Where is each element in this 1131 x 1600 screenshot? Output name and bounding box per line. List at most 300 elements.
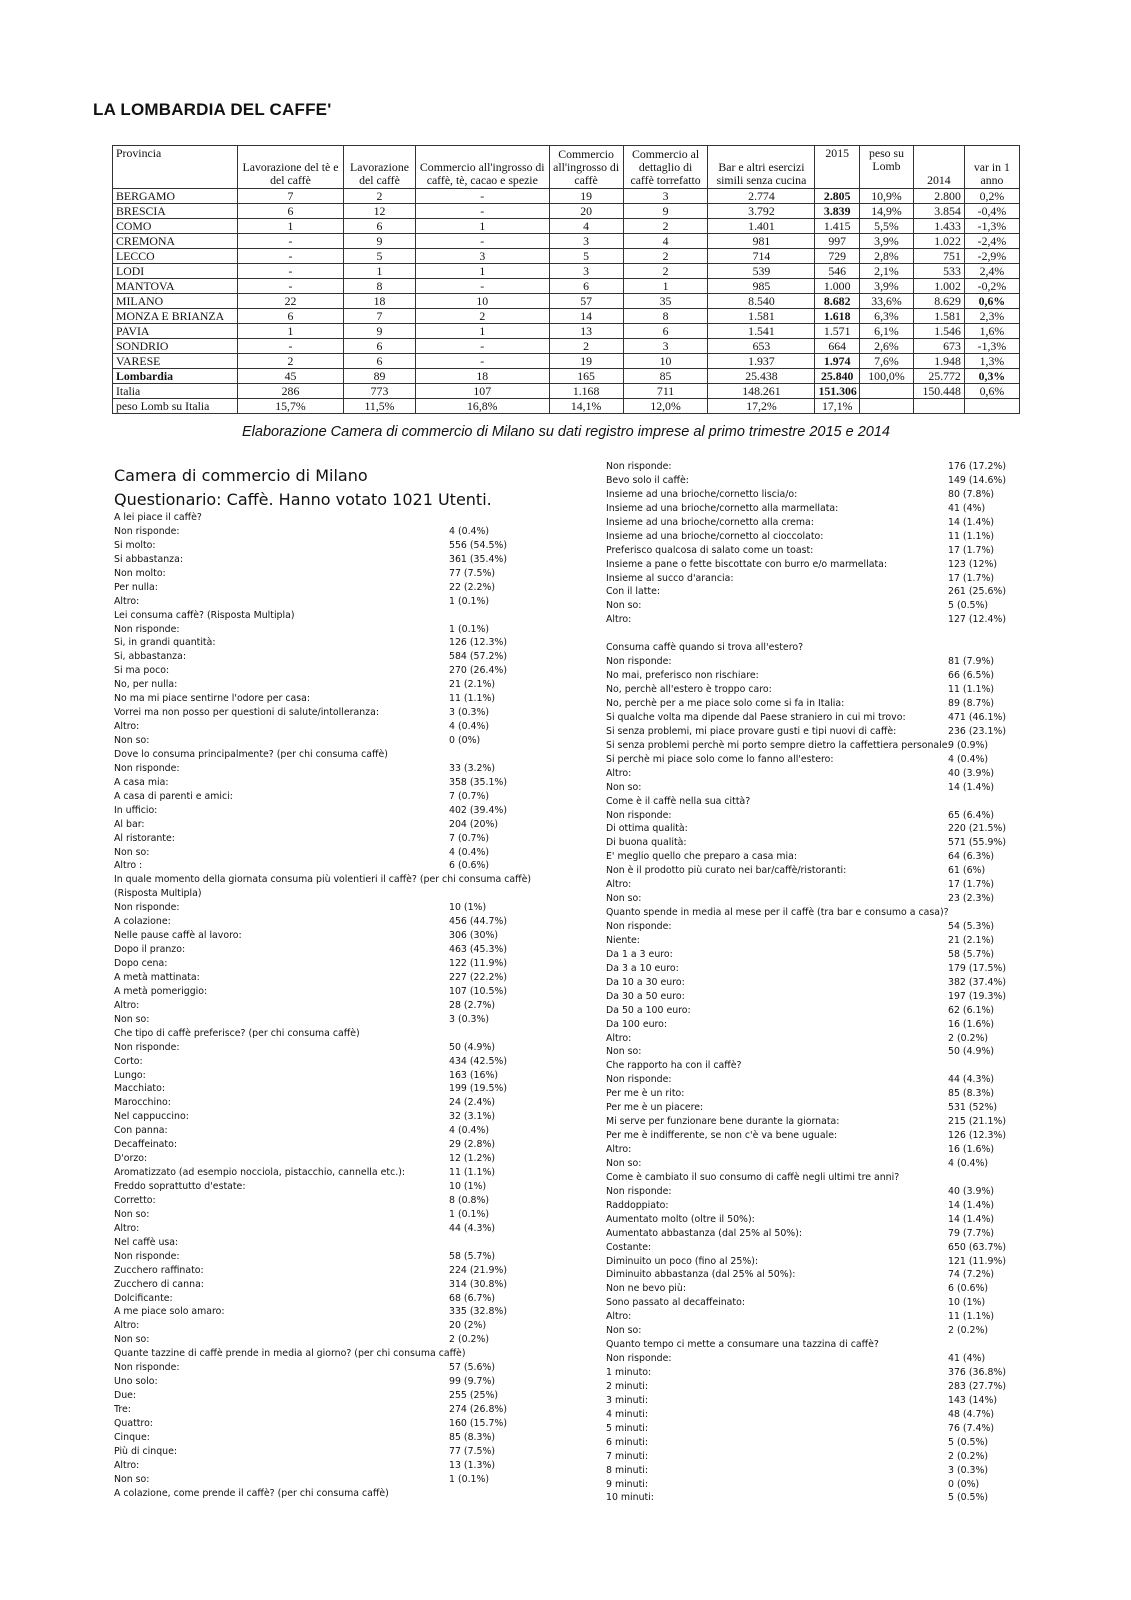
question-text: (Risposta Multipla) (114, 888, 202, 900)
answer-label: Da 1 a 3 euro: (606, 948, 673, 960)
question-text: Lei consuma caffè? (Risposta Multipla) (114, 609, 295, 621)
answer-label: 8 minuti: (606, 1464, 649, 1476)
answer-value: 11 (1.1%) (948, 530, 995, 542)
answer-label: Zucchero di canna: (114, 1278, 204, 1290)
table-row (113, 189, 1020, 204)
answer-value: 77 (7.5%) (449, 567, 496, 579)
answer-value: 4 (0.4%) (449, 846, 490, 858)
answer-label: Non so: (606, 781, 642, 793)
answer-label: Nelle pause caffè al lavoro: (114, 930, 242, 942)
answer-label: 7 minuti: (606, 1450, 649, 1462)
survey-answer (114, 804, 534, 818)
answer-label: 9 minuti: (606, 1478, 649, 1490)
table-cell: 533 (913, 264, 964, 279)
province-cell: CREMONA (113, 234, 238, 249)
survey-question (114, 748, 534, 762)
survey-answer (606, 1255, 1026, 1269)
survey-answer (114, 623, 534, 637)
answer-label: Insieme a pane o fette biscottate con burro e/o marmellata: (606, 558, 888, 570)
table-cell: - (238, 279, 344, 294)
answer-label: Altro: (114, 1459, 140, 1471)
table-row (113, 234, 1020, 249)
answer-label: Macchiato: (114, 1083, 166, 1095)
table-cell: 4 (623, 234, 708, 249)
answer-label: 4 minuti: (606, 1408, 649, 1420)
table-cell: 8 (623, 309, 708, 324)
answer-value: 89 (8.7%) (948, 698, 995, 709)
page-title: LA LOMBARDIA DEL CAFFE' (93, 100, 332, 119)
answer-value: 80 (7.8%) (948, 488, 995, 500)
survey-answer (114, 1069, 534, 1083)
answer-value: 65 (6.4%) (948, 809, 995, 821)
survey-answer (114, 832, 534, 846)
answer-value: 283 (27.7%) (948, 1380, 1006, 1392)
survey-answer (114, 971, 534, 985)
survey-answer (606, 1073, 1026, 1087)
table-cell: - (416, 204, 550, 219)
answer-label: Nel cappuccino: (114, 1111, 189, 1123)
table-cell: 9 (623, 204, 708, 219)
answer-label: Altro: (114, 1222, 140, 1234)
answer-value: 40 (3.9%) (948, 1185, 995, 1197)
table-cell: 539 (708, 264, 815, 279)
table-cell: 9 (343, 234, 415, 249)
table-cell: 1.168 (549, 384, 623, 399)
answer-value: 12 (1.2%) (449, 1153, 496, 1165)
answer-label: A casa di parenti e amici: (114, 790, 233, 802)
table-cell: 165 (549, 369, 623, 384)
answer-value: 204 (20%) (449, 818, 499, 830)
answer-label: Vorrei ma non posso per questioni di salute/intolleranza: (114, 707, 379, 719)
table-row (113, 309, 1020, 324)
survey-answer (114, 859, 534, 873)
answer-label: A metà pomeriggio: (114, 985, 208, 997)
answer-value: 0 (0%) (449, 735, 481, 746)
table-cell (964, 399, 1019, 414)
table-cell: 25.438 (708, 369, 815, 384)
answer-value: 126 (12.3%) (449, 637, 507, 649)
answer-label: Non so: (606, 1325, 642, 1337)
header-var: var in 1 anno (964, 146, 1019, 189)
table-cell: 3.792 (708, 204, 815, 219)
table-cell: 14,9% (859, 204, 913, 219)
answer-value: 261 (25.6%) (948, 586, 1006, 598)
table-cell: 3,9% (859, 279, 913, 294)
table-row (113, 264, 1020, 279)
survey-answer (114, 1124, 534, 1138)
table-cell: - (238, 339, 344, 354)
survey-answer (114, 1180, 534, 1194)
answer-label: Mi serve per funzionare bene durante la giornata: (606, 1116, 840, 1128)
answer-value: 220 (21.5%) (948, 823, 1006, 835)
survey-answer (606, 1018, 1026, 1032)
answer-label: Dolcificante: (114, 1292, 173, 1304)
answer-value: 22 (2.2%) (449, 581, 496, 593)
answer-value: 215 (21.1%) (948, 1116, 1006, 1128)
table-cell: 5 (549, 249, 623, 264)
answer-value: 2 (0.2%) (449, 1334, 490, 1346)
answer-label: Insieme ad una brioche/cornetto al cioccolato: (606, 530, 824, 542)
survey-answer (114, 1208, 534, 1222)
survey-answer (606, 1199, 1026, 1213)
survey-answer (114, 636, 534, 650)
answer-label: Insieme ad una brioche/cornetto liscia/o: (606, 488, 798, 500)
answer-label: Non risponde: (114, 1362, 180, 1374)
survey-answer (606, 516, 1026, 530)
answer-label: Per me è indifferente, se non c'è va bene uguale: (606, 1130, 838, 1142)
answer-value: 81 (7.9%) (948, 656, 995, 668)
table-cell: 1,6% (964, 324, 1019, 339)
table-cell: 148.261 (708, 384, 815, 399)
table-cell: 653 (708, 339, 815, 354)
table-cell: 7 (343, 309, 415, 324)
table-cell: 1.618 (815, 309, 860, 324)
answer-label: Da 100 euro: (606, 1018, 668, 1030)
survey-answer (606, 599, 1026, 613)
answer-value: 306 (30%) (449, 930, 499, 942)
table-cell: 981 (708, 234, 815, 249)
table-cell: 7 (238, 189, 344, 204)
table-header-row (113, 146, 1020, 189)
table-cell: 8.629 (913, 294, 964, 309)
table-cell: 1.000 (815, 279, 860, 294)
answer-label: No mai, preferisco non rischiare: (606, 670, 759, 682)
answer-label: Si, in grandi quantità: (114, 637, 216, 649)
survey-answer (606, 1352, 1026, 1366)
table-cell: 15,7% (238, 399, 344, 414)
table-cell: 1.581 (708, 309, 815, 324)
answer-label: Sono passato al decaffeinato: (606, 1297, 745, 1309)
survey-answer (606, 1394, 1026, 1408)
answer-value: 4 (0.4%) (948, 1157, 989, 1169)
answer-label: Al bar: (114, 818, 145, 830)
survey-answer (606, 892, 1026, 906)
table-cell: 6 (238, 204, 344, 219)
table-cell: 1.948 (913, 354, 964, 369)
survey-answer (114, 1152, 534, 1166)
answer-label: Con il latte: (606, 586, 661, 598)
answer-label: Per me è un piacere: (606, 1102, 704, 1114)
answer-value: 3 (0.3%) (449, 707, 490, 719)
survey-answer (606, 1004, 1026, 1018)
answer-value: 50 (4.9%) (449, 1041, 496, 1053)
survey-answer (114, 915, 534, 929)
answer-value: 163 (16%) (449, 1069, 499, 1081)
survey-answer (606, 1408, 1026, 1422)
answer-value: 4 (0.4%) (948, 753, 989, 765)
answer-value: 143 (14%) (948, 1394, 998, 1406)
table-cell: 100,0% (859, 369, 913, 384)
answer-label: Insieme ad una brioche/cornetto alla crema: (606, 516, 814, 528)
table-cell: 18 (416, 369, 550, 384)
answer-value: 14 (1.4%) (948, 1199, 995, 1211)
answer-value: 21 (2.1%) (948, 934, 995, 946)
survey-answer (114, 818, 534, 832)
survey-answer (114, 1013, 534, 1027)
answer-label: Non è il prodotto più curato nei bar/caffè/ristoranti: (606, 865, 847, 877)
answer-label: Non risponde: (114, 623, 180, 635)
answer-value: 50 (4.9%) (948, 1046, 995, 1058)
answer-label: Aumentato abbastanza (dal 25% al 50%): (606, 1227, 803, 1239)
survey-answer (606, 1129, 1026, 1143)
answer-label: Non risponde: (606, 656, 672, 668)
answer-value: 79 (7.7%) (948, 1227, 995, 1239)
answer-label: Costante: (606, 1241, 652, 1253)
survey-answer (114, 1333, 534, 1347)
question-text: Quanto tempo ci mette a consumare una tazzina di caffè? (606, 1339, 879, 1351)
answer-label: Non molto: (114, 567, 166, 579)
table-cell: 2,3% (964, 309, 1019, 324)
answer-value: 29 (2.8%) (449, 1139, 496, 1151)
survey-answer (606, 1436, 1026, 1450)
answer-value: 4 (0.4%) (449, 721, 490, 733)
answer-label: No, perchè per a me piace solo come si fa in Italia: (606, 698, 845, 709)
answer-label: Non risponde: (606, 809, 672, 821)
table-cell: 2 (623, 219, 708, 234)
survey-answer (606, 613, 1026, 627)
answer-value: 2 (0.2%) (948, 1032, 989, 1044)
answer-label: Al ristorante: (114, 832, 175, 844)
survey-answer (606, 767, 1026, 781)
answer-value: 11 (1.1%) (948, 684, 995, 696)
answer-value: 361 (35.4%) (449, 553, 507, 565)
province-cell: VARESE (113, 354, 238, 369)
table-cell: 773 (343, 384, 415, 399)
table-cell: 1 (623, 279, 708, 294)
answer-label: Non so: (114, 1013, 150, 1025)
province-cell: peso Lomb su Italia (113, 399, 238, 414)
province-cell: Italia (113, 384, 238, 399)
answer-value: 44 (4.3%) (948, 1074, 995, 1086)
answer-label: Non so: (114, 735, 150, 746)
answer-value: 1 (0.1%) (449, 595, 490, 607)
answer-label: Non so: (606, 893, 642, 905)
answer-value: 4 (0.4%) (449, 1125, 490, 1137)
survey-answer (114, 1250, 534, 1264)
answer-value: 531 (52%) (948, 1102, 998, 1114)
survey-answer (114, 790, 534, 804)
survey-answer (606, 669, 1026, 683)
answer-value: 33 (3.2%) (449, 762, 496, 774)
answer-label: Più di cinque: (114, 1445, 178, 1457)
answer-label: Altro: (114, 999, 140, 1011)
province-cell: Lombardia (113, 369, 238, 384)
answer-label: Altro: (606, 879, 632, 891)
table-cell: 0,2% (964, 189, 1019, 204)
survey-question (606, 1171, 1026, 1185)
answer-label: Non risponde: (114, 762, 180, 774)
survey-answer (606, 655, 1026, 669)
answer-value: 61 (6%) (948, 865, 986, 877)
answer-value: 11 (1.1%) (449, 693, 496, 705)
table-cell: 2 (343, 189, 415, 204)
table-cell: 1.974 (815, 354, 860, 369)
table-cell: 1.541 (708, 324, 815, 339)
answer-label: Per me è un rito: (606, 1088, 685, 1100)
survey-answer (606, 850, 1026, 864)
survey-answer (606, 976, 1026, 990)
answer-label: Non risponde: (606, 1074, 672, 1086)
survey-answer (114, 734, 534, 748)
survey-answer (114, 664, 534, 678)
answer-value: 5 (0.5%) (948, 600, 989, 612)
answer-label: Si senza problemi perchè mi porto sempre dietro la caffettiera personale: (606, 739, 951, 751)
survey-answer (606, 1450, 1026, 1464)
survey-answer (606, 1032, 1026, 1046)
table-row (113, 279, 1020, 294)
survey-answer (606, 934, 1026, 948)
answer-label: Per nulla: (114, 581, 158, 593)
survey-answer (114, 678, 534, 692)
table-cell: 25.840 (815, 369, 860, 384)
table-cell: 10 (416, 294, 550, 309)
answer-label: Due: (114, 1390, 137, 1402)
answer-label: 1 minuto: (606, 1367, 652, 1378)
answer-value: 10 (1%) (449, 902, 487, 914)
answer-value: 1 (0.1%) (449, 1208, 490, 1220)
table-cell: 1 (343, 264, 415, 279)
survey-answer (606, 1491, 1026, 1505)
survey-answer (114, 985, 534, 999)
survey-answer (114, 1055, 534, 1069)
survey-answer (606, 1324, 1026, 1338)
answer-label: Marocchino: (114, 1097, 171, 1109)
answer-value: 17 (1.7%) (948, 544, 995, 556)
table-cell: 9 (343, 324, 415, 339)
survey-answer (606, 1464, 1026, 1478)
answer-value: 85 (8.3%) (449, 1431, 496, 1443)
answer-value: 44 (4.3%) (449, 1222, 496, 1234)
survey-answer (114, 1166, 534, 1180)
table-row (113, 219, 1020, 234)
table-cell: 20 (549, 204, 623, 219)
answer-label: Non so: (114, 846, 150, 858)
table-cell: 0,6% (964, 384, 1019, 399)
survey-answer (114, 525, 534, 539)
survey-answer (114, 581, 534, 595)
survey-answer (606, 1101, 1026, 1115)
table-cell: 6 (623, 324, 708, 339)
table-cell: 6 (343, 339, 415, 354)
table-cell: 5 (343, 249, 415, 264)
answer-label: Si molto: (114, 539, 156, 551)
question-text: Che rapporto ha con il caffè? (606, 1060, 742, 1072)
answer-value: 11 (1.1%) (449, 1167, 496, 1179)
table-cell: 0,3% (964, 369, 1019, 384)
table-cell: 2,4% (964, 264, 1019, 279)
answer-value: 85 (8.3%) (948, 1088, 995, 1100)
table-cell: -2,4% (964, 234, 1019, 249)
survey-answer (606, 1143, 1026, 1157)
survey-answer (114, 776, 534, 790)
table-cell: 0,6% (964, 294, 1019, 309)
survey-answer (114, 1445, 534, 1459)
answer-label: Non so: (114, 1334, 150, 1346)
table-cell: 4 (549, 219, 623, 234)
answer-label: Zucchero raffinato: (114, 1264, 204, 1276)
table-cell (859, 399, 913, 414)
table-cell: 546 (815, 264, 860, 279)
table-cell: 1.581 (913, 309, 964, 324)
survey-column-left (114, 511, 534, 1501)
answer-label: Non risponde: (114, 902, 180, 914)
table-cell: - (416, 189, 550, 204)
answer-label: Non risponde: (114, 1041, 180, 1053)
table-cell: 1 (416, 219, 550, 234)
survey-answer (114, 1138, 534, 1152)
survey-answer (606, 836, 1026, 850)
table-cell: 997 (815, 234, 860, 249)
question-text: Quante tazzine di caffè prende in media al giorno? (per chi consuma caffè) (114, 1348, 466, 1360)
table-cell: -1,3% (964, 219, 1019, 234)
table-cell: 17,2% (708, 399, 815, 414)
answer-label: Altro: (606, 1144, 632, 1155)
answer-label: Raddoppiato: (606, 1199, 669, 1211)
table-cell: - (416, 234, 550, 249)
table-cell: 3.839 (815, 204, 860, 219)
answer-value: 122 (11.9%) (449, 958, 507, 969)
table-cell: - (238, 264, 344, 279)
table-caption: Elaborazione Camera di commercio di Milano su dati registro imprese al primo trimestre 2015 e 2014 (242, 424, 890, 440)
table-cell: 6 (549, 279, 623, 294)
answer-label: Da 30 a 50 euro: (606, 990, 685, 1002)
survey-answer (114, 595, 534, 609)
answer-label: Corto: (114, 1055, 143, 1067)
answer-label: Altro: (606, 767, 632, 779)
table-row (113, 369, 1020, 384)
question-text: Che tipo di caffè preferisce? (per chi consuma caffè) (114, 1027, 360, 1039)
survey-answer (114, 846, 534, 860)
answer-value: 382 (37.4%) (948, 976, 1006, 988)
header-lavorazione-te-caffe: Lavorazione del tè e del caffè (238, 146, 344, 189)
survey-question (606, 1338, 1026, 1352)
header-peso-lomb: peso su Lomb (859, 146, 913, 189)
answer-label: Quattro: (114, 1417, 153, 1429)
answer-value: 41 (4%) (948, 1353, 986, 1365)
survey-title (114, 464, 492, 512)
answer-value: 1 (0.1%) (449, 623, 490, 635)
table-cell: -0,4% (964, 204, 1019, 219)
table-row (113, 384, 1020, 399)
spacer (606, 627, 1026, 641)
survey-answer (606, 1422, 1026, 1436)
answer-label: A metà mattinata: (114, 971, 200, 983)
table-cell: 33,6% (859, 294, 913, 309)
answer-label: Cinque: (114, 1431, 150, 1443)
answer-value: 376 (36.8%) (948, 1367, 1006, 1378)
answer-label: E' meglio quello che preparo a casa mia: (606, 851, 797, 863)
table-cell: 57 (549, 294, 623, 309)
answer-label: Non risponde: (606, 461, 672, 472)
answer-value: 3 (0.3%) (449, 1013, 490, 1025)
survey-answer (114, 1110, 534, 1124)
survey-question (606, 641, 1026, 655)
survey-answer (114, 762, 534, 776)
answer-value: 3 (0.3%) (948, 1464, 989, 1476)
answer-label: Niente: (606, 934, 640, 946)
table-cell: 25.772 (913, 369, 964, 384)
answer-value: 434 (42.5%) (449, 1055, 507, 1067)
survey-question (606, 795, 1026, 809)
answer-value: 7 (0.7%) (449, 790, 490, 802)
answer-label: Dopo il pranzo: (114, 944, 186, 956)
survey-answer (606, 1478, 1026, 1492)
table-cell: 2.774 (708, 189, 815, 204)
header-lavorazione-caffe: Lavorazione del caffè (343, 146, 415, 189)
header-commercio-ingrosso-caffe: Commercio all'ingrosso di caffè (549, 146, 623, 189)
question-text: Come è cambiato il suo consumo di caffè negli ultimi tre anni? (606, 1171, 900, 1183)
answer-label: D'orzo: (114, 1153, 148, 1165)
